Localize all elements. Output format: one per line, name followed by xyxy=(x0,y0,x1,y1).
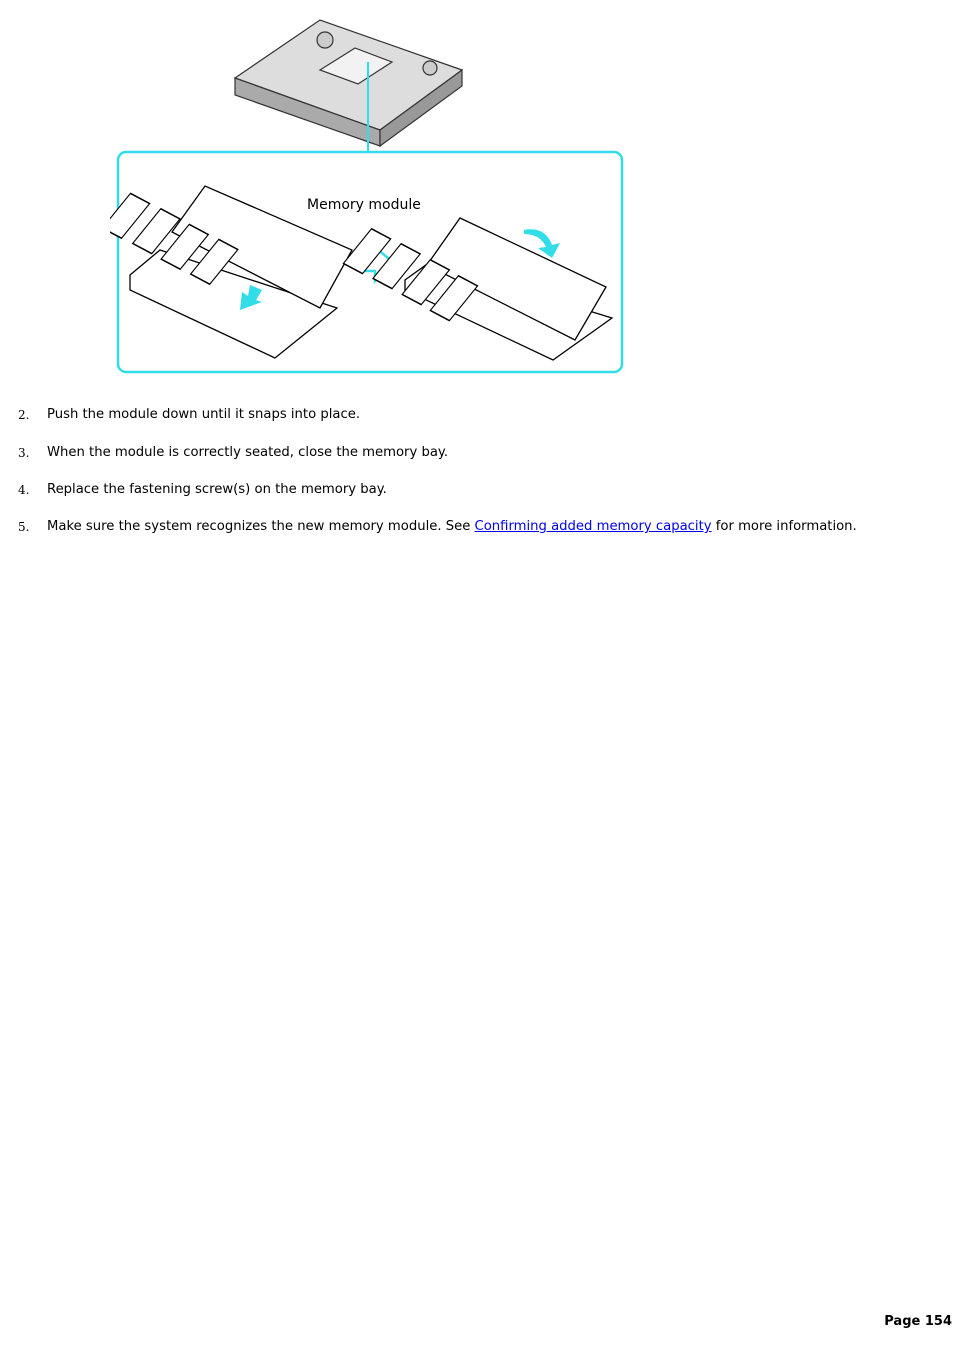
step-number: 2. xyxy=(18,408,30,422)
step-text: When the module is correctly seated, close the memory bay. xyxy=(47,445,449,460)
memory-module-installation-illustration xyxy=(110,10,640,385)
step-text: Replace the fastening screw(s) on the memory bay. xyxy=(47,482,387,497)
step-number: 3. xyxy=(18,446,30,460)
memory-module-label: Memory module xyxy=(307,197,421,213)
page-number: Page 154 xyxy=(884,1314,952,1329)
step-text-after: for more information. xyxy=(711,519,857,534)
laptop-bottom-view xyxy=(235,20,462,146)
confirming-memory-capacity-link[interactable]: Confirming added memory capacity xyxy=(474,519,712,534)
step-text xyxy=(47,518,897,536)
module-seated xyxy=(343,218,612,360)
step-number: 5. xyxy=(18,520,30,534)
step-text: Push the module down until it snaps into place. xyxy=(47,407,361,422)
step-number: 4. xyxy=(18,483,30,497)
step-text-before: Make sure the system recognizes the new memory module. See xyxy=(47,519,475,534)
